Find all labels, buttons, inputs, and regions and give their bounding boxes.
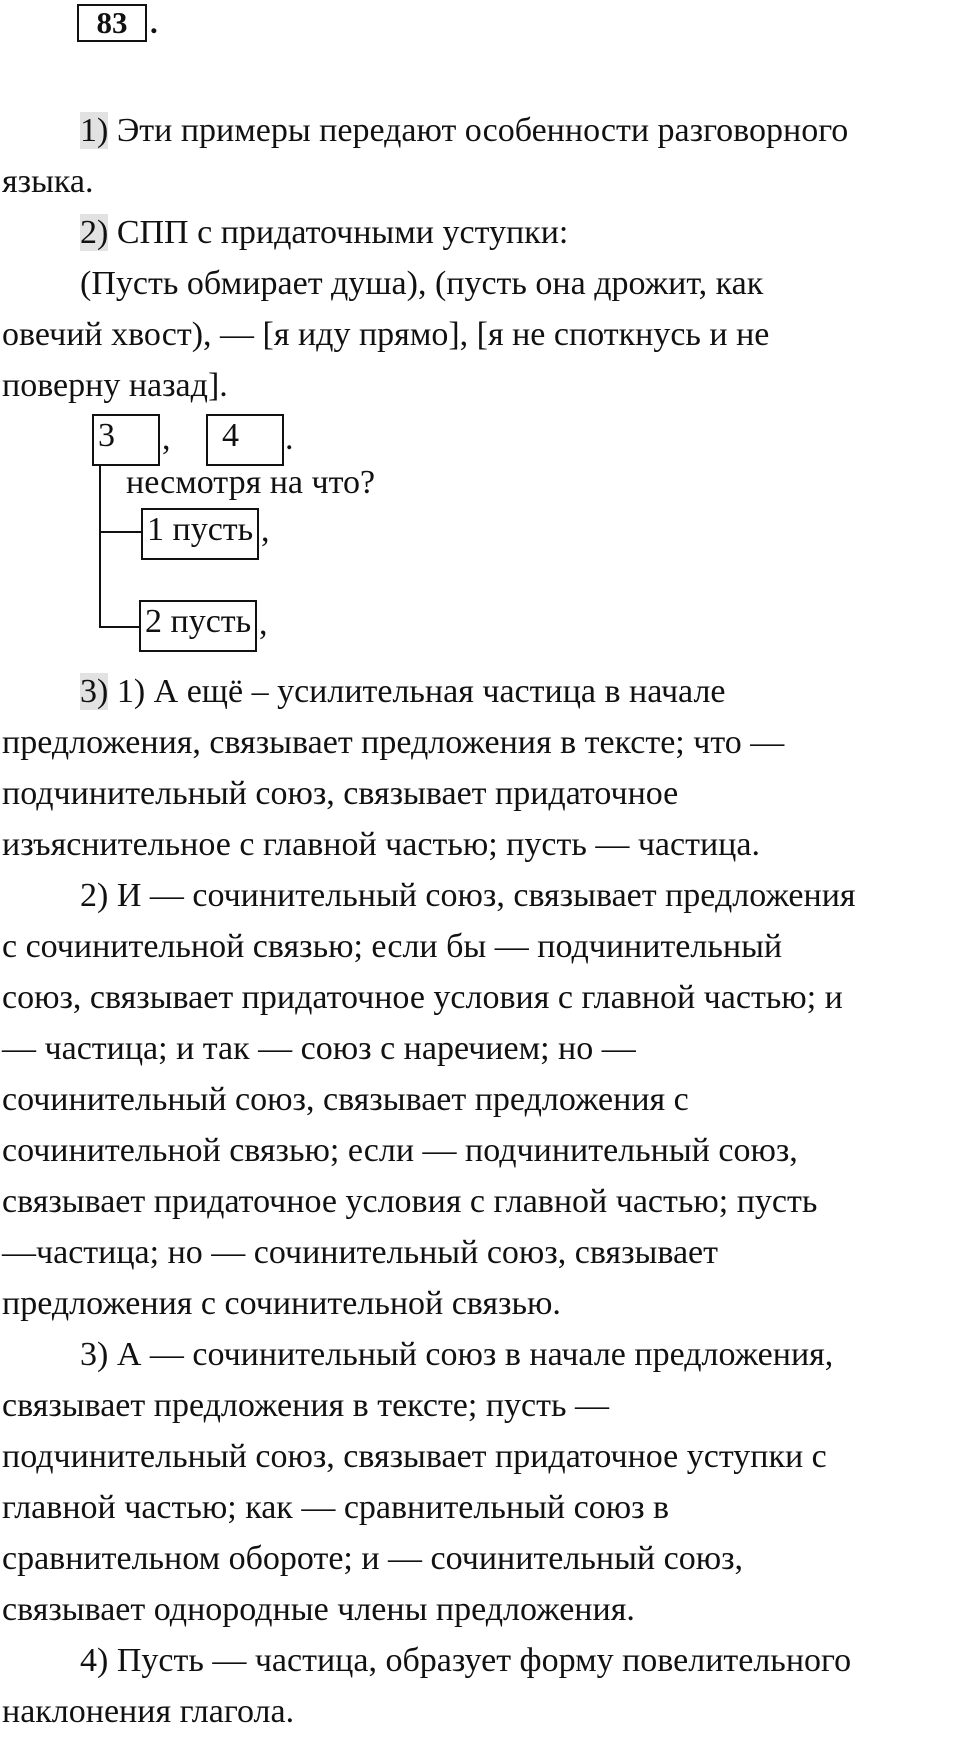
- item-3-p4-line-1: 4) Пусть — частица, образует форму повелительного: [80, 1642, 852, 1679]
- sentence-line-1: (Пусть обмирает душа), (пусть она дрожит, как: [80, 265, 764, 302]
- item-1-text: Эти примеры передают особенности разговорного: [108, 112, 849, 149]
- item-1-line-2: языка.: [2, 163, 94, 200]
- item-3-label: 3): [80, 673, 109, 710]
- item-3-p2-line-6: сочинительной связью; если — подчинительный союз,: [2, 1132, 798, 1169]
- scheme-branch-2: [99, 626, 139, 628]
- sentence-line-2: овечий хвост), — [я иду прямо], [я не споткнусь и не: [2, 316, 770, 353]
- item-3-p1-line-2: предложения, связывает предложения в тексте; что —: [2, 724, 785, 761]
- item-3-p2-line-5: сочинительный союз, связывает предложения с: [2, 1081, 689, 1118]
- scheme-subordinate-clause-1: [141, 508, 259, 560]
- scheme-main-clause-4-label: 4: [222, 417, 239, 454]
- item-3-line-1: [2, 666, 958, 717]
- scheme-main-clause-4: [206, 414, 284, 466]
- scheme-main-clause-3-label: 3: [98, 417, 115, 454]
- item-3-p1-line-3: подчинительный союз, связывает придаточное: [2, 775, 679, 812]
- item-3-p1-text: 1) А ещё – усилительная частица в начале: [108, 673, 726, 710]
- scheme-question: несмотря на что?: [126, 464, 376, 501]
- item-3-p3-line-2: связывает предложения в тексте; пусть —: [2, 1387, 609, 1424]
- scheme-comma-2: ,: [261, 512, 270, 549]
- scheme-dot: .: [285, 420, 294, 457]
- item-3-p4-line-2: наклонения глагола.: [2, 1693, 295, 1730]
- exercise-number-box: [77, 4, 147, 42]
- scheme-main-clause-3: [92, 414, 160, 466]
- item-3-p2-line-8: —частица; но — сочинительный союз, связывает: [2, 1234, 718, 1271]
- item-3-p3-line-5: сравнительном обороте; и — сочинительный союз,: [2, 1540, 744, 1577]
- scheme-branch-1: [99, 531, 141, 533]
- item-3-p3-line-3: подчинительный союз, связывает придаточное уступки с: [2, 1438, 827, 1475]
- exercise-number: 83: [96, 5, 128, 40]
- item-3-p2-line-3: союз, связывает придаточное условия с главной частью; и: [2, 979, 843, 1016]
- exercise-number-dot: .: [150, 5, 158, 40]
- item-2-text: СПП с придаточными уступки:: [108, 214, 569, 251]
- scheme-comma-3: ,: [259, 605, 268, 642]
- item-3-p3-line-4: главной частью; как — сравнительный союз в: [2, 1489, 670, 1526]
- scheme-subordinate-clause-2: [139, 600, 257, 652]
- item-1-line-1: [2, 105, 958, 156]
- scheme-comma-1: ,: [162, 420, 171, 457]
- item-3-p1-line-4: изъяснительное с главной частью; пусть — частица.: [2, 826, 760, 863]
- item-3-p3-line-6: связывает однородные члены предложения.: [2, 1591, 635, 1628]
- answer-text: [2, 105, 958, 1737]
- item-2-line: [2, 207, 958, 258]
- item-3-p2-line-4: — частица; и так — союз с наречием; но —: [2, 1030, 636, 1067]
- item-3-p2-line-7: связывает придаточное условия с главной частью; пусть: [2, 1183, 818, 1220]
- sentence-line-3: поверну назад].: [2, 367, 228, 404]
- sentence-scheme: [2, 411, 958, 666]
- scheme-vertical-line: [99, 466, 101, 628]
- item-3-p2-line-1: 2) И — сочинительный союз, связывает предложения: [80, 877, 856, 914]
- item-1-label: 1): [80, 112, 109, 149]
- item-2-label: 2): [80, 214, 109, 251]
- item-3-p2-line-2: с сочинительной связью; если бы — подчинительный: [2, 928, 783, 965]
- item-3-p3-line-1: 3) А — сочинительный союз в начале предложения,: [80, 1336, 834, 1373]
- scheme-subordinate-clause-1-label: 1 пусть: [147, 511, 254, 548]
- item-3-p2-line-9: предложения с сочинительной связью.: [2, 1285, 561, 1322]
- scheme-subordinate-clause-2-label: 2 пусть: [145, 603, 252, 640]
